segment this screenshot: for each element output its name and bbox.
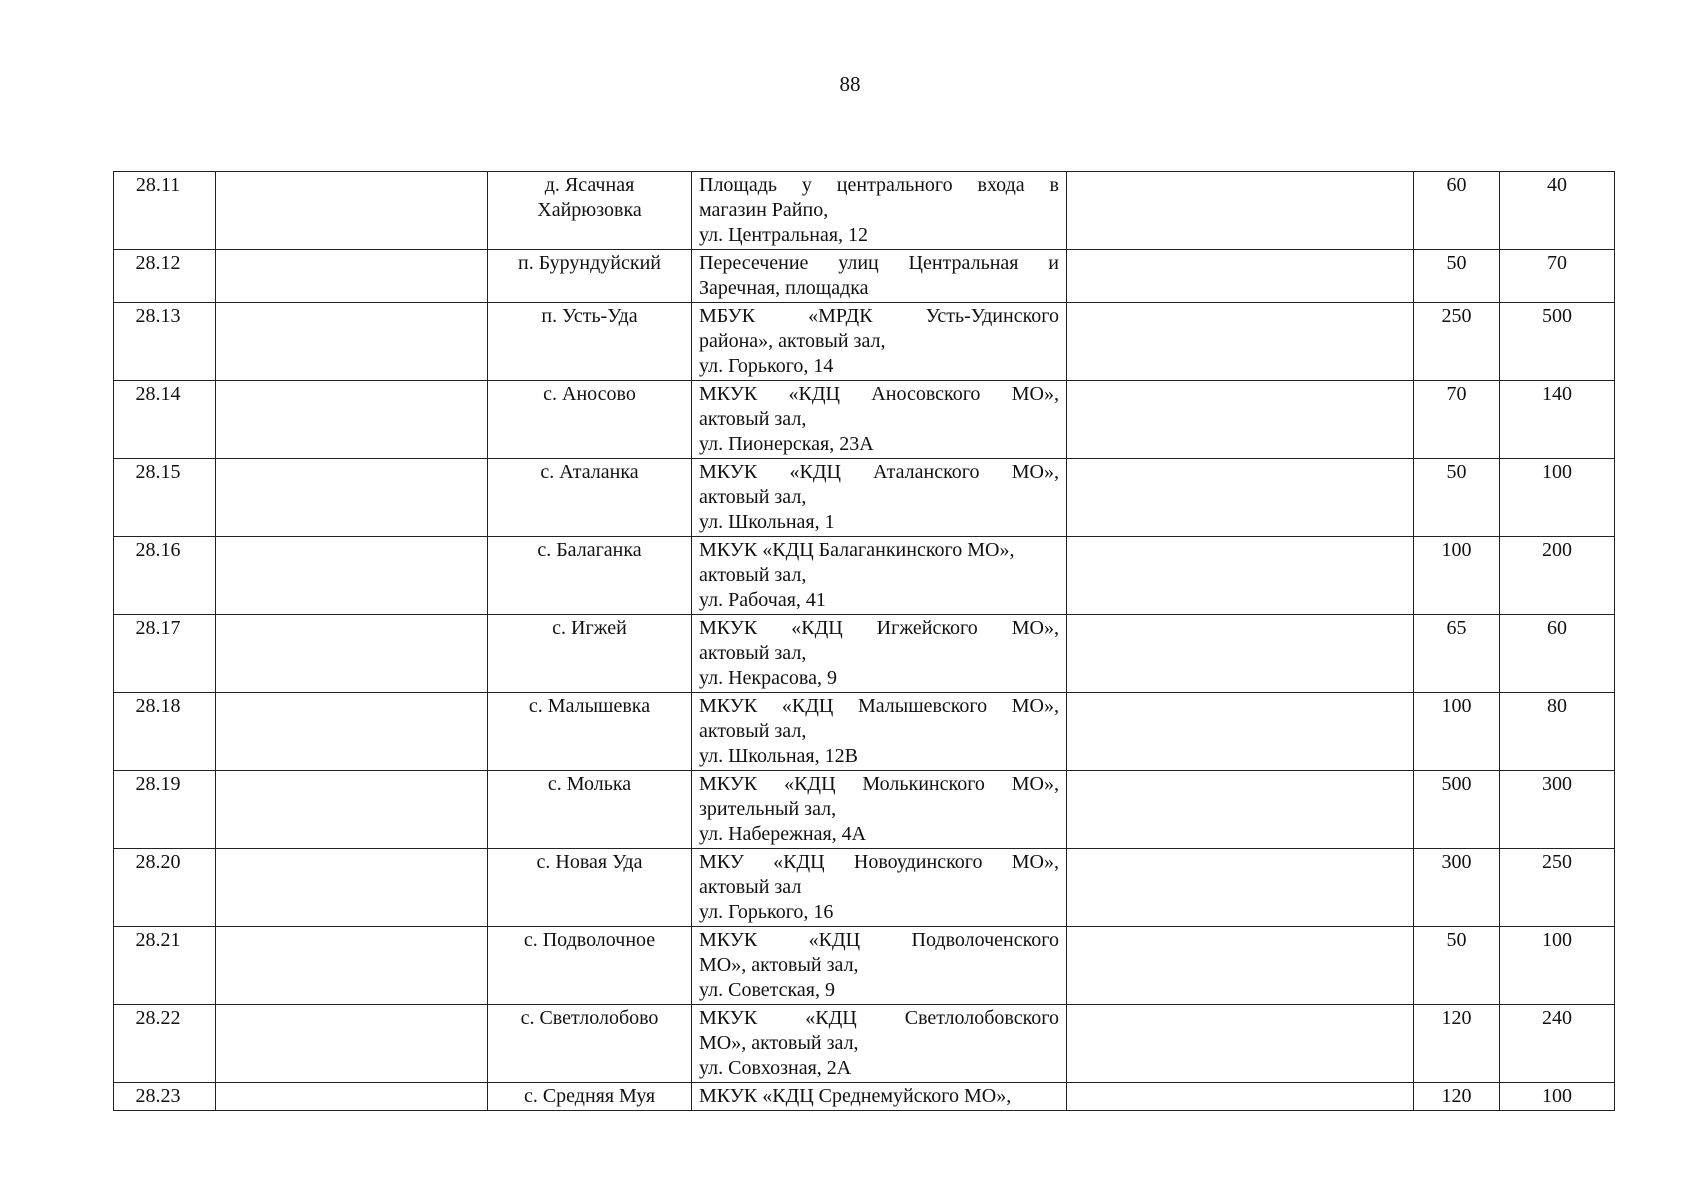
second-value: 240 — [1500, 1005, 1615, 1083]
venue-line: МКУК «КДЦ Балаганкинского МО», — [699, 539, 1015, 561]
settlement-cell — [488, 172, 692, 250]
empty-cell — [216, 1005, 488, 1083]
settlement-name: с. Светлолобово — [520, 1007, 659, 1029]
venue-line: актовый зал, — [699, 720, 807, 742]
venue-line: МКУК «КДЦ Малышевского МО», — [699, 695, 1059, 717]
row-number: 28.16 — [114, 537, 216, 615]
capacity-value: 50 — [1414, 250, 1500, 303]
venue-line: зрительный зал, — [699, 798, 837, 820]
venue-line: ул. Центральная, 12 — [699, 224, 869, 246]
venue-cell — [692, 693, 1067, 771]
row-number: 28.21 — [114, 927, 216, 1005]
capacity-value: 250 — [1414, 303, 1500, 381]
row-number: 28.17 — [114, 615, 216, 693]
capacity-value: 65 — [1414, 615, 1500, 693]
empty-cell — [1067, 615, 1414, 693]
venue-cell — [692, 849, 1067, 927]
empty-cell — [1067, 172, 1414, 250]
second-value: 100 — [1500, 1083, 1615, 1111]
venue-line: МКУК «КДЦ Аталанского МО», — [699, 461, 1059, 483]
venue-line: ул. Совхозная, 2А — [699, 1057, 852, 1079]
venue-cell — [692, 381, 1067, 459]
venue-line: МКУ «КДЦ Новоудинского МО», — [699, 851, 1059, 873]
venue-cell — [692, 537, 1067, 615]
empty-cell — [1067, 459, 1414, 537]
venue-line: ул. Советская, 9 — [699, 979, 835, 1001]
settlement-cell — [488, 927, 692, 1005]
empty-cell — [216, 459, 488, 537]
venue-line: Заречная, площадка — [699, 277, 869, 299]
empty-cell — [216, 927, 488, 1005]
settlement-name: с. Средняя Муя — [523, 1085, 656, 1107]
table-row — [114, 615, 1615, 693]
venue-line: МКУК «КДЦ Подволоченского — [699, 929, 1059, 951]
row-number: 28.22 — [114, 1005, 216, 1083]
capacity-value: 70 — [1414, 381, 1500, 459]
capacity-value: 100 — [1414, 693, 1500, 771]
capacity-value: 50 — [1414, 459, 1500, 537]
venue-cell — [692, 250, 1067, 303]
table-row — [114, 303, 1615, 381]
empty-cell — [216, 172, 488, 250]
second-value: 40 — [1500, 172, 1615, 250]
table-row — [114, 849, 1615, 927]
second-value: 60 — [1500, 615, 1615, 693]
venue-cell — [692, 172, 1067, 250]
empty-cell — [216, 1083, 488, 1111]
table-row — [114, 1005, 1615, 1083]
venue-cell — [692, 303, 1067, 381]
capacity-value: 120 — [1414, 1083, 1500, 1111]
second-value: 200 — [1500, 537, 1615, 615]
settlement-cell — [488, 615, 692, 693]
settlement-name: д. Ясачная — [544, 174, 635, 196]
table-row — [114, 172, 1615, 250]
row-number: 28.19 — [114, 771, 216, 849]
empty-cell — [1067, 381, 1414, 459]
capacity-value: 120 — [1414, 1005, 1500, 1083]
table-row — [114, 771, 1615, 849]
second-value: 80 — [1500, 693, 1615, 771]
empty-cell — [216, 771, 488, 849]
table-row — [114, 459, 1615, 537]
settlement-name: с. Игжей — [552, 617, 627, 639]
settlement-cell — [488, 537, 692, 615]
venue-cell — [692, 615, 1067, 693]
row-number: 28.23 — [114, 1083, 216, 1111]
settlement-name: с. Аталанка — [540, 461, 639, 483]
settlement-name: с. Молька — [547, 773, 632, 795]
settlement-name: с. Балаганка — [537, 539, 642, 561]
table-row — [114, 537, 1615, 615]
settlement-name: с. Подволочное — [523, 929, 656, 951]
venue-line: ул. Рабочая, 41 — [699, 589, 826, 611]
settlement-name: с. Новая Уда — [536, 851, 643, 873]
empty-cell — [1067, 1005, 1414, 1083]
venue-cell — [692, 927, 1067, 1005]
table-row — [114, 693, 1615, 771]
second-value: 70 — [1500, 250, 1615, 303]
empty-cell — [1067, 537, 1414, 615]
empty-cell — [1067, 1083, 1414, 1111]
empty-cell — [1067, 771, 1414, 849]
empty-cell — [216, 381, 488, 459]
table-body — [114, 172, 1615, 1111]
capacity-value: 60 — [1414, 172, 1500, 250]
capacity-value: 300 — [1414, 849, 1500, 927]
venue-cell — [692, 459, 1067, 537]
settlement-cell — [488, 250, 692, 303]
empty-cell — [216, 537, 488, 615]
settlement-cell — [488, 1005, 692, 1083]
settlement-name: Хайрюзовка — [537, 199, 642, 221]
page-number: 88 — [839, 72, 861, 96]
empty-cell — [216, 615, 488, 693]
settlement-name: п. Усть-Уда — [541, 305, 638, 327]
venue-line: актовый зал, — [699, 486, 807, 508]
settlement-cell — [488, 381, 692, 459]
second-value: 300 — [1500, 771, 1615, 849]
venue-line: ул. Школьная, 1 — [699, 511, 835, 533]
venue-cell — [692, 1083, 1067, 1111]
capacity-value: 50 — [1414, 927, 1500, 1005]
row-number: 28.20 — [114, 849, 216, 927]
venue-line: МО», актовый зал, — [699, 954, 859, 976]
settlement-cell — [488, 303, 692, 381]
capacity-value: 500 — [1414, 771, 1500, 849]
venue-line: магазин Райпо, — [699, 199, 829, 221]
row-number: 28.11 — [114, 172, 216, 250]
settlement-cell — [488, 771, 692, 849]
table-row — [114, 927, 1615, 1005]
venue-line: актовый зал, — [699, 564, 807, 586]
second-value: 500 — [1500, 303, 1615, 381]
empty-cell — [216, 693, 488, 771]
capacity-value: 100 — [1414, 537, 1500, 615]
venue-cell — [692, 771, 1067, 849]
venue-line: района», актовый зал, — [699, 330, 886, 352]
venue-line: МБУК «МРДК Усть-Удинского — [699, 305, 1059, 327]
settlement-cell — [488, 693, 692, 771]
table-row — [114, 1083, 1615, 1111]
empty-cell — [1067, 303, 1414, 381]
venue-line: актовый зал — [699, 876, 802, 898]
settlement-name: п. Бурундуйский — [517, 252, 661, 274]
empty-cell — [1067, 849, 1414, 927]
settlement-name: с. Малышевка — [528, 695, 651, 717]
row-number: 28.13 — [114, 303, 216, 381]
venue-line: ул. Пионерская, 23А — [699, 433, 874, 455]
second-value: 100 — [1500, 927, 1615, 1005]
empty-cell — [216, 250, 488, 303]
venue-line: МКУК «КДЦ Светлолобовского — [699, 1007, 1059, 1029]
row-number: 28.14 — [114, 381, 216, 459]
empty-cell — [1067, 927, 1414, 1005]
venue-line: актовый зал, — [699, 408, 807, 430]
venue-line: Площадь у центрального входа в — [699, 174, 1059, 196]
settlement-cell — [488, 459, 692, 537]
table-row — [114, 381, 1615, 459]
venue-line: МО», актовый зал, — [699, 1032, 859, 1054]
venue-line: ул. Некрасова, 9 — [699, 667, 837, 689]
venues-table — [113, 171, 1615, 1111]
row-number: 28.15 — [114, 459, 216, 537]
settlement-cell — [488, 849, 692, 927]
venue-cell — [692, 1005, 1067, 1083]
second-value: 100 — [1500, 459, 1615, 537]
empty-cell — [216, 303, 488, 381]
venue-line: Пересечение улиц Центральная и — [699, 252, 1059, 274]
venue-line: ул. Горького, 14 — [699, 355, 834, 377]
venue-line: актовый зал, — [699, 642, 807, 664]
venue-line: ул. Школьная, 12В — [699, 745, 858, 767]
venue-line: МКУК «КДЦ Среднемуйского МО», — [699, 1085, 1012, 1107]
venue-line: ул. Горького, 16 — [699, 901, 834, 923]
venue-line: МКУК «КДЦ Аносовского МО», — [699, 383, 1059, 405]
second-value: 140 — [1500, 381, 1615, 459]
settlement-cell — [488, 1083, 692, 1111]
settlement-name: с. Аносово — [543, 383, 636, 405]
venue-line: МКУК «КДЦ Молькинского МО», — [699, 773, 1059, 795]
table-row — [114, 250, 1615, 303]
empty-cell — [216, 849, 488, 927]
venue-line: ул. Набережная, 4А — [699, 823, 867, 845]
empty-cell — [1067, 250, 1414, 303]
second-value: 250 — [1500, 849, 1615, 927]
row-number: 28.12 — [114, 250, 216, 303]
row-number: 28.18 — [114, 693, 216, 771]
venue-line: МКУК «КДЦ Игжейского МО», — [699, 617, 1059, 639]
empty-cell — [1067, 693, 1414, 771]
